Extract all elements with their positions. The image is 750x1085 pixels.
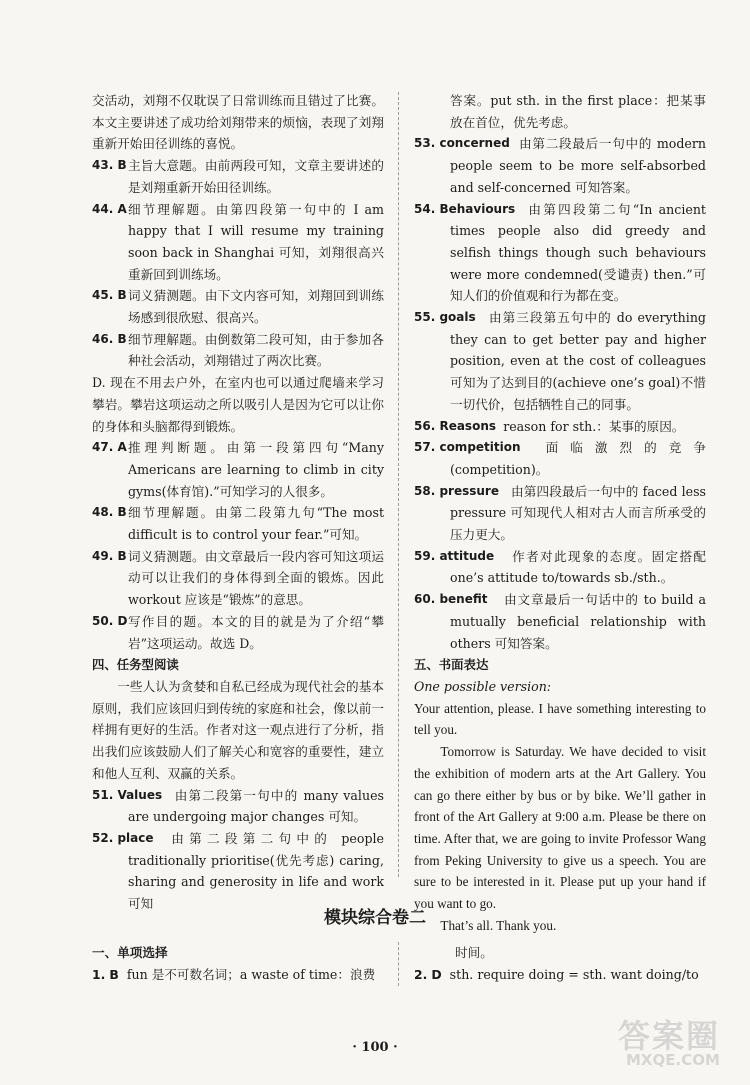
answer-item <box>92 199 384 286</box>
item-label <box>92 285 127 307</box>
item-answer: A <box>117 201 127 216</box>
item-answer: B <box>117 288 127 303</box>
item-answer: goals <box>439 310 476 325</box>
item-explanation: 由文章最后一句话中的 to build a mutually beneficial relationship with others 可知答案。 <box>450 592 706 651</box>
item-explanation: 细节理解题。由倒数第二段可知，由于参加各种社会活动，刘翔错过了两次比赛。 <box>128 331 384 369</box>
item-number: 56. <box>414 418 436 433</box>
answer-item <box>92 437 384 502</box>
watermark-url: MXQE.COM <box>626 1051 720 1069</box>
item-answer: A <box>117 440 127 455</box>
item-label <box>414 589 488 611</box>
item-number: 52. <box>92 830 114 845</box>
item-answer: B <box>117 505 127 520</box>
essay-label: One possible version: <box>414 678 552 694</box>
item-label <box>414 133 510 155</box>
answer-item <box>92 502 384 545</box>
item-continuation: 答案。put sth. in the first place：把某事放在首位，优先考虑。 <box>450 93 706 130</box>
answer-item <box>414 133 706 198</box>
item-label <box>414 307 476 329</box>
item-answer: B <box>109 967 119 982</box>
answer-item <box>414 199 706 308</box>
answer-item <box>414 589 706 654</box>
item-explanation: 作者对此现象的态度。固定搭配 one’s attitude to/towards sb./sth.。 <box>450 548 706 586</box>
item-explanation: 推理判断题。由第一段第四句“Many Americans are learning to climb in city gyms(体育馆).”可知学习的人很多。 <box>128 440 384 499</box>
item-explanation: 面临激烈的竞争(competition)。 <box>450 440 706 477</box>
answer-item <box>414 307 706 416</box>
item-number: 43. <box>92 158 114 173</box>
item-answer: D <box>431 967 442 982</box>
item-label <box>92 785 162 807</box>
passage-summary: D. 现在不用去户外，在室内也可以通过爬墙来学习攀岩。攀岩这项运动之所以吸引人是因为它可以让你的身体和头脑都得到锻炼。 <box>92 375 384 434</box>
left-column <box>92 90 384 915</box>
exam-title: 模块综合卷二 <box>324 908 426 928</box>
answer-item-1-continuation: 时间。 <box>455 945 493 960</box>
item-explanation: 细节理解题。由第四段第一句中的 I am happy that I will resume my training soon back in Shanghai 可知，刘翔很高兴重新回到训练场。 <box>128 201 384 282</box>
answer-item <box>92 785 384 828</box>
item-number: 51. <box>92 787 114 802</box>
answer-item <box>414 437 706 480</box>
item-answer: competition <box>439 440 521 455</box>
item-explanation: 由第四段最后一句中的 faced less pressure 可知现代人相对古人而言所承受的压力更大。 <box>450 483 706 543</box>
watermark-logo <box>618 1011 736 1079</box>
answer-item <box>92 828 384 915</box>
item-answer: Values <box>117 787 163 802</box>
item-answer: Reasons <box>439 418 497 433</box>
answer-item <box>92 329 384 372</box>
section-heading-single-choice: 一、单项选择 <box>92 945 168 960</box>
item-explanation: 词义猜测题。由文章最后一段内容可知这项运动可以让我们的身体得到全面的锻炼。因此 workout 应该是“锻炼”的意思。 <box>128 548 384 608</box>
answer-item <box>414 416 706 438</box>
essay-paragraph: That’s all. Thank you. <box>440 917 557 933</box>
answer-item <box>414 546 706 589</box>
item-number: 54. <box>414 201 436 216</box>
passage-summary: 交活动，刘翔不仅耽误了日常训练而且错过了比赛。本文主要讲述了成功给刘翔带来的烦恼，表现了刘翔重新开始田径训练的喜悦。 <box>92 93 384 152</box>
item-number: 2. <box>414 967 428 982</box>
section-heading: 四、任务型阅读 <box>92 657 179 673</box>
bottom-column-divider <box>398 942 399 986</box>
essay-paragraph: Tomorrow is Saturday. We have decided to visit the exhibition of modern arts at the Art Gallery. You can go there either by bus or by bike. We’ll gather in front of the Art Gallery at 9:00 a.m. Please be there on time. After that, we are going to invite Professor Wang from Peking University to give us a speech. You are sure to be interested in it. Please put up your hand if you want to go. <box>414 744 706 912</box>
item-number: 1. <box>92 967 106 982</box>
page-number: · 100 · <box>352 1040 398 1055</box>
item-label <box>414 199 515 221</box>
item-number: 49. <box>92 548 114 563</box>
item-number: 55. <box>414 310 436 325</box>
item-label <box>92 155 127 177</box>
item-label <box>92 329 127 351</box>
item-explanation: 由第四段第二句“In ancient times people also did greedy and selfish things though such behaviours were more condemned(受谴责) then.”可知人们的价值观和行为都在变。 <box>450 201 706 304</box>
item-explanation: 由第二段最后一句中的 modern people seem to be more self-absorbed and self-concerned 可知答案。 <box>450 136 706 195</box>
item-number: 59. <box>414 548 436 563</box>
item-number: 47. <box>92 440 114 455</box>
item-number: 48. <box>92 505 114 520</box>
item-label <box>92 611 127 633</box>
item-answer: Behaviours <box>439 201 516 216</box>
watermark-text: 答案圈 <box>618 1017 721 1055</box>
item-number: 53. <box>414 136 436 151</box>
item-label <box>414 416 496 438</box>
item-answer: B <box>117 331 127 346</box>
column-divider <box>398 92 399 877</box>
item-label <box>92 502 127 524</box>
item-explanation: 词义猜测题。由下文内容可知，刘翔回到训练场感到很欣慰、很高兴。 <box>128 288 384 326</box>
item-explanation: reason for sth.：某事的原因。 <box>503 418 685 434</box>
answer-item <box>92 611 384 654</box>
item-label <box>414 437 521 459</box>
answer-item-2 <box>414 964 710 986</box>
item-label <box>414 481 499 503</box>
item-answer: benefit <box>439 592 488 607</box>
item-label <box>414 546 494 568</box>
item-explanation: 由第二段第二句中的 people traditionally prioritise(优先考虑) caring, sharing and generosity in life and work 可知 <box>128 830 384 912</box>
item-number: 44. <box>92 201 114 216</box>
passage-summary: 一些人认为贪婪和自私已经成为现代社会的基本原则，我们应该回归到传统的家庭和社会，像以前一样拥有更好的生活。作者对这一观点进行了分析，指出我们应该鼓励人们了解关心和宽容的重要性，建立和他人互利、双赢的关系。 <box>92 678 384 781</box>
item-answer: place <box>117 830 154 845</box>
item-text: sth. require doing = sth. want doing/to <box>449 967 699 982</box>
item-number: 45. <box>92 288 114 303</box>
answer-item <box>414 481 706 546</box>
item-label <box>92 199 127 221</box>
item-label <box>92 546 127 568</box>
essay-paragraph: Your attention, please. I have something interesting to tell you. <box>414 700 706 738</box>
item-answer: attitude <box>439 548 495 563</box>
item-number: 57. <box>414 440 436 455</box>
item-explanation: 细节理解题。由第二段第九句“The most difficult is to control your fear.”可知。 <box>128 505 384 543</box>
item-number: 50. <box>92 613 114 628</box>
answer-item <box>92 285 384 328</box>
item-explanation: 由第三段第五句中的 do everything they can to get better pay and higher position, even at the cost of colleagues 可知为了达到目的(achieve one’s goal)不惜一切代价，包括牺牲自己的同事。 <box>450 310 706 412</box>
item-number: 46. <box>92 331 114 346</box>
item-explanation: 由第二段第一句中的 many values are undergoing major changes 可知。 <box>128 787 384 825</box>
answer-item-1 <box>92 964 388 986</box>
item-number: 58. <box>414 483 436 498</box>
item-answer: pressure <box>439 483 499 498</box>
item-answer: B <box>117 548 127 563</box>
item-label <box>92 437 127 459</box>
item-number: 60. <box>414 592 436 607</box>
right-column <box>414 90 706 936</box>
section-heading: 五、书面表达 <box>414 657 489 673</box>
item-answer: concerned <box>439 136 510 151</box>
answer-item <box>92 155 384 198</box>
item-label <box>92 828 154 850</box>
item-text: fun 是不可数名词；a waste of time：浪费 <box>126 967 376 982</box>
item-answer: B <box>117 158 127 173</box>
answer-item <box>92 546 384 611</box>
item-explanation: 主旨大意题。由前两段可知，文章主要讲述的是刘翔重新开始田径训练。 <box>128 158 384 195</box>
item-answer: D <box>117 613 128 628</box>
item-explanation: 写作目的题。本文的目的就是为了介绍“攀岩”这项运动。故选 D。 <box>128 613 384 651</box>
